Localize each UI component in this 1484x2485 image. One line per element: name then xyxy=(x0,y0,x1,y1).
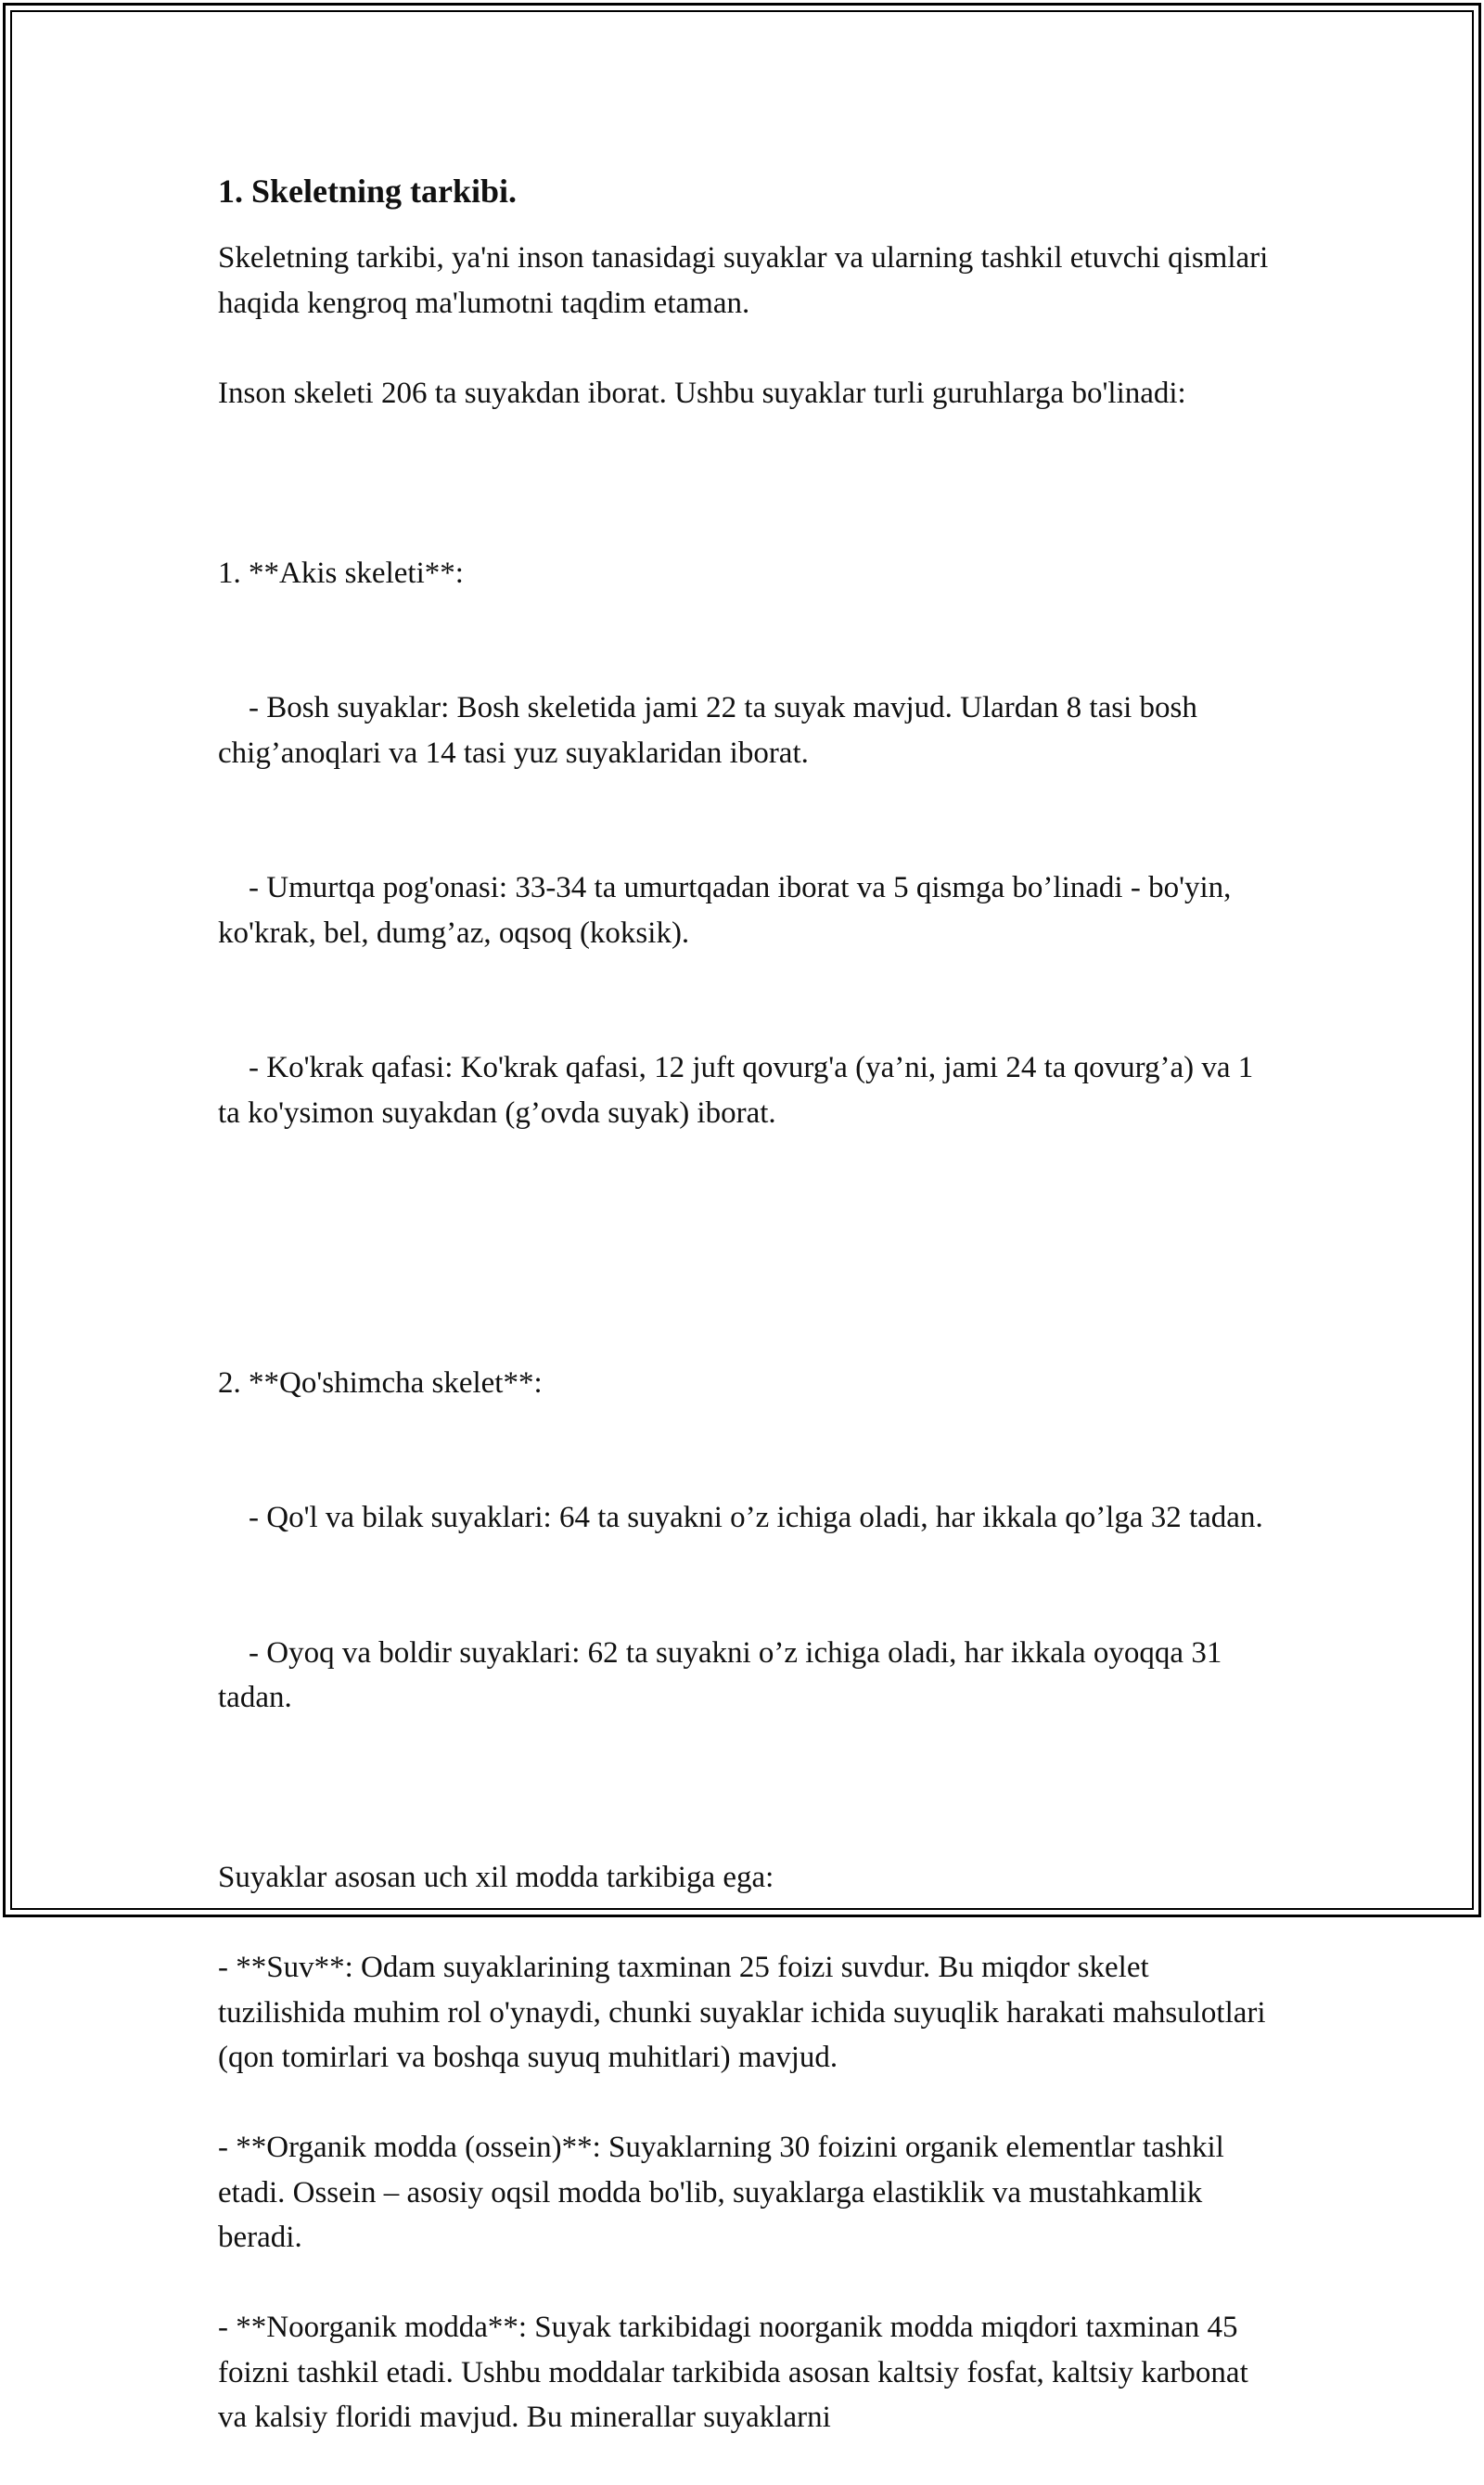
groups-intro-paragraph: Inson skeleti 206 ta suyakdan iborat. Ushbu suyaklar turli guruhlarga bo'linadi: xyxy=(218,376,1186,410)
organic-paragraph: - **Organik modda (ossein)**: Suyaklarning 30 foizini organik elementlar tashkil etadi. Ossein – asosiy oqsil modda bo'lib, suyaklarga elastiklik va mustahkamlik beradi. xyxy=(218,2131,1233,2254)
water-paragraph: - **Suv**: Odam suyaklarining taxminan 25 foizi suvdur. Bu miqdor skelet tuzilishida muhim rol o'ynaydi, chunki suyaklar ichida suyuqlik harakati mahsulotlari (qon tomirlari va boshqa suyuq muhitlari) mavjud. xyxy=(218,1951,1273,2074)
inorganic-paragraph: - **Noorganik modda**: Suyak tarkibidagi noorganik modda miqdori taxminan 45 foizni tashkil etadi. Ushbu moddalar tarkibida asosan kaltsiy fosfat, kaltsiy karbonat va kalsiy floridi mavjud. Bu minerallar suyaklarni xyxy=(218,2311,1256,2434)
axial-item-skull: - Bosh suyaklar: Bosh skeletida jami 22 ta suyak mavjud. Ulardan 8 tasi bosh chig’anoqlari va 14 tasi yuz suyaklaridan iborat. xyxy=(218,691,1206,770)
axial-skeleton-block xyxy=(218,461,1275,1226)
intro-paragraph: Skeletning tarkibi, ya'ni inson tanasidagi suyaklar va ularning tashkil etuvchi qismlari haqida kengroq ma'lumotni taqdim etaman. xyxy=(218,241,1276,320)
axial-item-ribcage: - Ko'krak qafasi: Ko'krak qafasi, 12 juft qovurg'a (ya’ni, jami 24 ta qovurg’a) va 1 ta ko'ysimon suyakdan (g’ovda suyak) iborat. xyxy=(218,1051,1261,1130)
appendicular-item-arms: - Qo'l va bilak suyaklari: 64 ta suyakni o’z ichiga oladi, har ikkala qo’lga 32 tadan. xyxy=(249,1501,1263,1534)
axial-item-spine: - Umurtqa pog'onasi: 33-34 ta umurtqadan iborat va 5 qismga bo’linadi - bo'yin, ko'krak, bel, dumg’az, oqsoq (koksik). xyxy=(218,871,1239,950)
appendicular-skeleton-block xyxy=(218,1271,1275,1811)
composition-intro-paragraph: Suyaklar asosan uch xil modda tarkibiga ega: xyxy=(218,1861,774,1894)
appendicular-item-legs: - Oyoq va boldir suyaklari: 62 ta suyakni o’z ichiga oladi, har ikkala oyoqqa 31 tadan. xyxy=(218,1635,1230,1714)
appendicular-skeleton-title: 2. **Qo'shimcha skelet**: xyxy=(218,1365,543,1400)
section-heading: 1. Skeletning tarkibi. xyxy=(218,173,518,210)
axial-skeleton-title: 1. **Akis skeleti**: xyxy=(218,556,464,590)
document-body xyxy=(218,169,1275,2485)
